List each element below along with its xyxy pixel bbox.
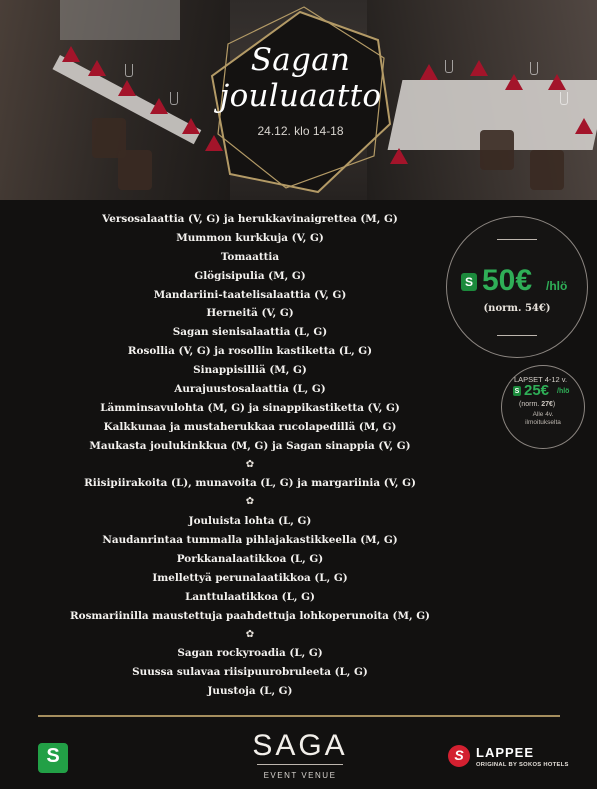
napkin-decoration [420,64,438,80]
child-normal-close: ) [552,401,556,408]
menu-item: Juustoja (L, G) [207,685,293,698]
child-price-badge [501,365,585,449]
menu-item: Suussa sulavaa riisipuurobruleeta (L, G) [132,666,368,679]
saga-subtitle: EVENT VENUE [263,771,337,780]
child-normal-price [519,401,555,408]
menu-item: Sagan sienisalaattia (L, G) [172,326,328,339]
menu-item: Rosollia (V, G) ja rosollin kastiketta (L, G) [127,345,373,358]
menu-item: Glögisipulia (M, G) [194,269,306,282]
menu-item: Lanttulaatikkoa (L, G) [185,590,315,603]
s-group-icon: S [514,387,520,395]
child-note-line1: Alle 4v. [532,411,554,418]
napkin-decoration [150,98,168,114]
menu-item: Kalkkunaa ja mustaherukkaa rucolapedillä (M, G) [103,420,397,433]
event-title-line2: jouluaatto [219,78,382,114]
menu-item: Mandariini-taatelisalaattia (V, G) [153,288,347,301]
menu-item: Herneitä (V, G) [206,307,294,320]
menu-item: Lämminsavulohta (M, G) ja sinappikastiketta (V, G) [100,401,400,414]
child-normal-label: (norm. [519,401,540,408]
menu-item: Sinappisilliä (M, G) [193,364,307,377]
lappee-tagline: ORIGINAL BY SOKOS HOTELS [476,762,569,768]
wine-glass [560,92,568,105]
s-logo-icon: S [46,745,60,767]
child-price: 25€ [524,382,550,399]
adult-price-badge [446,216,588,358]
title-frame [208,6,393,196]
napkin-decoration [182,118,200,134]
wine-glass [170,92,178,105]
menu-item: Versosalaattia (V, G) ja herukkavinaigrettea (M, G) [102,213,398,225]
event-title-line1: Sagan [250,42,351,78]
menu-separator-icon: ✿ [245,496,255,508]
napkin-decoration [62,46,80,62]
napkin-decoration [505,74,523,90]
napkin-decoration [88,60,106,76]
wall-artwork [60,0,180,40]
menu-item: Riisipiirakoita (L), munavoita (L, G) ja margariinia (V, G) [84,477,416,490]
menu-item: Jouluista lohta (L, G) [188,515,312,528]
menu-item: Porkkanalaatikkoa (L, G) [176,553,324,566]
s-group-logo [38,743,68,773]
child-note-line2: ilmoitukselta [525,419,561,426]
lappee-hotel-name: LAPPEE [476,745,535,760]
divider-line [497,239,537,240]
menu-separator-icon: ✿ [245,458,255,470]
child-price-unit: /hlö [557,388,570,395]
s-group-icon: S [461,273,477,291]
menu-list [60,210,440,701]
saga-logo-divider [257,764,343,765]
adult-price: 50€ [482,264,533,297]
menu-item: Imellettyä perunalaatikkoa (L, G) [152,571,348,584]
chair [118,150,152,190]
adult-price-unit: /hlö [546,279,568,293]
chair [480,130,514,170]
wine-glass [125,64,133,77]
restaurant-photo [0,0,597,200]
chair [530,150,564,190]
divider-line [497,335,537,336]
menu-separator-icon: ✿ [245,628,255,640]
napkin-decoration [548,74,566,90]
menu-item: Mummon kurkkuja (V, G) [176,231,324,244]
menu-item: Rosmariinilla maustettuja paahdettuja lohkoperunoita (M, G) [70,609,430,622]
child-normal-value: 27€ [541,401,553,408]
child-price-label: LAPSET 4-12 v. [514,375,568,384]
adult-normal-price: (norm. 54€) [483,303,551,314]
napkin-decoration [575,118,593,134]
menu-item: Tomaattia [220,250,280,263]
wine-glass [445,60,453,73]
napkin-decoration [118,80,136,96]
lappee-badge-letter: S [454,747,464,763]
event-date: 24.12. klo 14-18 [257,124,344,138]
menu-item: Sagan rockyroadia (L, G) [177,647,323,660]
menu-item: Aurajuustosalaattia (L, G) [174,383,326,396]
napkin-decoration [470,60,488,76]
saga-logo: SAGA [252,729,348,762]
footer-divider [38,715,560,717]
wine-glass [530,62,538,75]
menu-item: Maukasta joulukinkkua (M, G) ja Sagan sinappia (V, G) [89,439,411,452]
menu-item: Naudanrintaa tummalla pihlajakastikkeella (M, G) [102,534,398,547]
lappee-logo-icon [448,745,470,767]
